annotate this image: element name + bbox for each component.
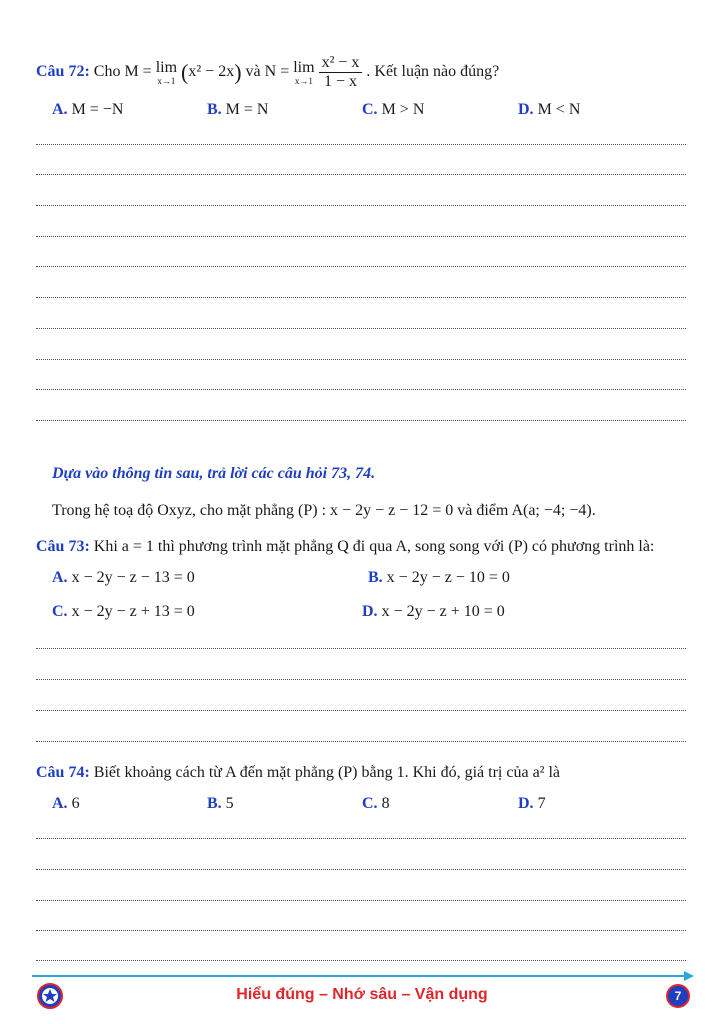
- option-label: D.: [518, 101, 534, 118]
- option-a[interactable]: [52, 794, 80, 814]
- option-text: x − 2y − z − 10 = 0: [386, 569, 510, 586]
- answer-line[interactable]: [36, 838, 686, 839]
- question-text-va: và: [245, 63, 261, 81]
- question-label: Câu 74:: [36, 764, 90, 781]
- option-a[interactable]: [52, 100, 123, 120]
- option-b[interactable]: [207, 100, 268, 120]
- paren-close: ): [234, 59, 242, 85]
- lim-subscript: x→1: [294, 75, 313, 86]
- question-text: Cho: [93, 63, 121, 81]
- fraction-denominator: 1 − x: [323, 73, 357, 90]
- option-text: M = N: [225, 101, 269, 118]
- lim-subscript: x→1: [157, 75, 176, 86]
- option-label: B.: [368, 569, 383, 586]
- answer-line[interactable]: [36, 144, 686, 145]
- option-text: M = −N: [71, 101, 124, 118]
- option-c[interactable]: [362, 100, 424, 120]
- option-text: x − 2y − z − 13 = 0: [71, 569, 195, 586]
- answer-line[interactable]: [36, 741, 686, 742]
- math-a-squared: a²: [532, 764, 545, 781]
- footer-rule: [32, 969, 694, 983]
- limit-operator: [293, 60, 314, 86]
- option-label: B.: [207, 101, 222, 118]
- option-text: M > N: [381, 101, 425, 118]
- math-m-expr: x² − 2x: [188, 63, 235, 81]
- math-m-eq: M =: [124, 63, 152, 81]
- option-label: A.: [52, 569, 68, 586]
- answer-line[interactable]: [36, 236, 686, 237]
- option-label: A.: [52, 795, 68, 812]
- option-label: C.: [52, 603, 68, 620]
- answer-line[interactable]: [36, 389, 686, 390]
- answer-line[interactable]: [36, 297, 686, 298]
- question-text-la: là: [548, 764, 561, 781]
- option-text: 6: [71, 795, 80, 812]
- option-label: B.: [207, 795, 222, 812]
- option-d[interactable]: [518, 794, 546, 814]
- answer-line[interactable]: [36, 205, 686, 206]
- question-73: [36, 537, 654, 557]
- footer-arrow-icon: [684, 971, 694, 981]
- option-text: 5: [225, 795, 234, 812]
- page-number-badge: 7: [666, 984, 690, 1008]
- option-text: 8: [381, 795, 390, 812]
- option-text: x − 2y − z + 10 = 0: [381, 603, 505, 620]
- option-label: D.: [362, 603, 378, 620]
- question-text: Khi a = 1 thì phương trình mặt phẳng Q đi qua A, song song với (P) có phương trình là:: [93, 538, 655, 555]
- option-c[interactable]: [52, 602, 195, 622]
- answer-line[interactable]: [36, 328, 686, 329]
- option-label: D.: [518, 795, 534, 812]
- answer-line[interactable]: [36, 679, 686, 680]
- question-tail: . Kết luận nào đúng?: [366, 63, 500, 81]
- option-b[interactable]: [368, 568, 510, 588]
- answer-line[interactable]: [36, 900, 686, 901]
- question-72: [36, 54, 499, 91]
- option-label: C.: [362, 101, 378, 118]
- option-text: M < N: [537, 101, 581, 118]
- option-d[interactable]: [518, 100, 580, 120]
- question-label: Câu 72:: [36, 63, 90, 81]
- limit-operator: [156, 60, 177, 86]
- answer-line[interactable]: [36, 174, 686, 175]
- info-statement: Trong hệ toạ độ Oxyz, cho mặt phẳng (P) : x − 2y − z − 12 = 0 và điểm A(a; −4; −4).: [52, 502, 596, 519]
- option-a[interactable]: [52, 568, 195, 588]
- answer-line[interactable]: [36, 930, 686, 931]
- option-c[interactable]: [362, 794, 390, 814]
- paren-open: (: [181, 59, 189, 85]
- answer-line[interactable]: [36, 960, 686, 961]
- fraction: [319, 54, 363, 91]
- math-n-eq: N =: [264, 63, 290, 81]
- lim-word: lim: [155, 58, 178, 76]
- footer-slogan: Hiểu đúng – Nhớ sâu – Vận dụng: [236, 986, 488, 1003]
- option-text: x − 2y − z + 13 = 0: [71, 603, 195, 620]
- answer-line[interactable]: [36, 266, 686, 267]
- answer-line[interactable]: [36, 359, 686, 360]
- question-text: Biết khoảng cách từ A đến mặt phẳng (P) bằng 1. Khi đó, giá trị của: [93, 764, 529, 781]
- option-label: C.: [362, 795, 378, 812]
- answer-line[interactable]: [36, 710, 686, 711]
- answer-line[interactable]: [36, 420, 686, 421]
- question-label: Câu 73:: [36, 538, 90, 555]
- answer-line[interactable]: [36, 869, 686, 870]
- option-b[interactable]: [207, 794, 234, 814]
- lim-word: lim: [293, 58, 315, 76]
- info-heading: Dựa vào thông tin sau, trả lời các câu hỏi 73, 74.: [52, 465, 376, 482]
- option-label: A.: [52, 101, 68, 118]
- answer-line[interactable]: [36, 648, 686, 649]
- fraction-numerator: x² − x: [319, 54, 363, 73]
- question-74: [36, 763, 560, 783]
- option-d[interactable]: [362, 602, 505, 622]
- option-text: 7: [537, 795, 546, 812]
